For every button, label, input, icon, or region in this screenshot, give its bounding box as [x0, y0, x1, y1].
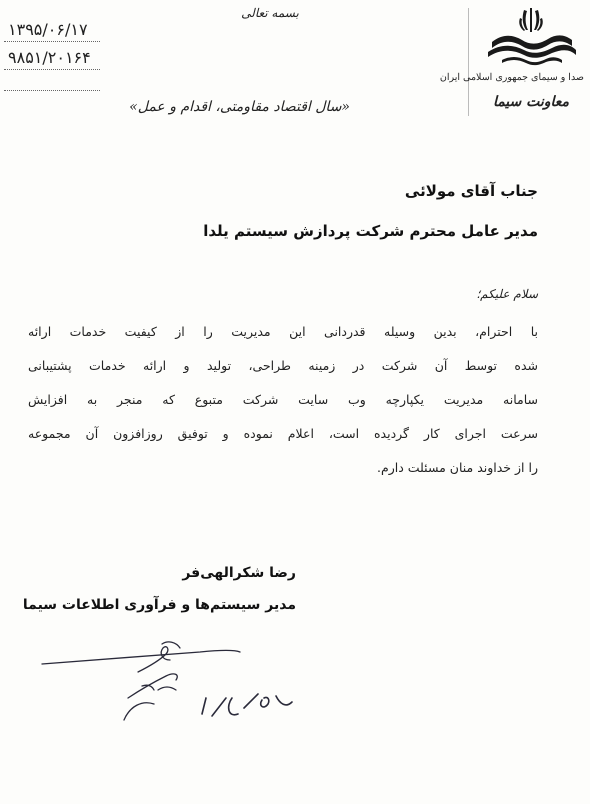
addressee-title: مدیر عامل محترم شرکت پردازش سیستم یلدا	[203, 222, 538, 240]
attachment-divider	[4, 90, 100, 91]
body-line-2: شده توسط آن شرکت در زمینه طراحی، تولید و ارائه خدمات پشتیبانی	[28, 358, 538, 373]
addressee-name: جناب آقای مولائی	[404, 182, 538, 200]
number-divider	[4, 69, 100, 70]
department-name: معاونت سیما	[492, 94, 570, 110]
handwritten-date	[196, 690, 306, 730]
year-motto: «سال اقتصاد مقاومتی، اقدام و عمل»	[129, 99, 350, 115]
signatory-title: مدیر سیستم‌ها و فرآوری اطلاعات سیما	[22, 597, 296, 613]
organization-name: صدا و سیمای جمهوری اسلامی ایران	[439, 72, 584, 83]
basmala: بسمه تعالی	[241, 6, 299, 20]
header-separator	[468, 8, 469, 116]
salutation: سلام علیکم؛	[476, 287, 538, 301]
signatory-name: رضا شکرالهی‌فر	[182, 565, 296, 581]
letter-date: ۱۳۹۵/۰۶/۱۷	[8, 20, 88, 39]
letter-number: ۹۸۵۱/۲۰۱۶۴	[8, 48, 91, 67]
organization-logo-block	[439, 6, 584, 126]
body-line-5: را از خداوند منان مسئلت دارم.	[377, 460, 538, 475]
body-line-3: سامانه مدیریت یکپارچه وب سایت شرکت متبوع که منجر به افزایش	[28, 392, 538, 407]
date-divider	[4, 41, 100, 42]
body-line-4: سرعت اجرای کار گردیده است، اعلام نموده و توفیق روزافزون آن مجموعه	[28, 426, 538, 441]
body-line-1: با احترام، بدین وسیله قدردانی این مدیریت را از کیفیت خدمات ارائه	[28, 324, 538, 339]
irib-emblem-icon	[478, 6, 584, 68]
